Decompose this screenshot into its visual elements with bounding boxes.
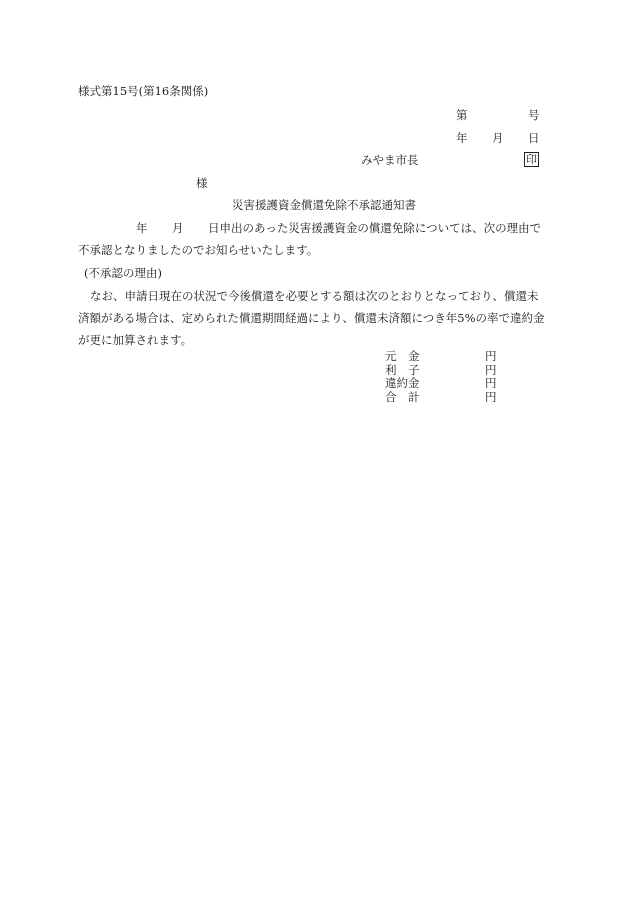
amount-row-penalty — [385, 378, 497, 390]
amount-unit: 円 — [485, 363, 497, 377]
body-month: 月 — [172, 221, 184, 235]
reason-text-line-2: 済額がある場合は、定められた償還期間経過により、償還未済額につき年5%の率で違約金 — [78, 311, 545, 325]
form-number: 様式第15号(第16条関係) — [78, 84, 209, 98]
document-title: 災害援護資金償還免除不承認通知書 — [232, 198, 416, 212]
reason-text-line-1: なお、申請日現在の状況で今後償還を必要とする額は次のとおりとなっており、償還未 — [90, 289, 539, 303]
date-month: 月 — [492, 131, 504, 145]
reason-heading: (不承認の理由) — [84, 266, 162, 280]
amount-row-interest — [385, 365, 497, 377]
amount-row-total — [385, 392, 497, 404]
reason-text-line-3: が更に加算されます。 — [78, 333, 193, 347]
addressee-suffix: 様 — [196, 176, 208, 190]
seal-mark: 印 — [526, 153, 537, 166]
body-text-line-2: 不承認となりましたのでお知らせいたします。 — [78, 243, 319, 257]
amount-row-principal — [385, 351, 497, 363]
amount-unit: 円 — [485, 349, 497, 363]
amount-unit: 円 — [485, 376, 497, 390]
number-suffix: 号 — [528, 108, 540, 122]
amount-label: 元 金 — [385, 349, 420, 363]
date-year: 年 — [456, 131, 468, 145]
amount-label: 合 計 — [385, 390, 420, 404]
body-year: 年 — [136, 221, 148, 235]
date-day: 日 — [528, 131, 540, 145]
number-prefix: 第 — [456, 108, 468, 122]
issuer-name: みやま市長 — [361, 153, 419, 167]
amount-unit: 円 — [485, 390, 497, 404]
seal-stamp — [524, 152, 539, 167]
body-text-line-1: 日申出のあった災害援護資金の償還免除については、次の理由で — [208, 221, 542, 235]
amount-label: 違約金 — [385, 376, 420, 390]
amount-label: 利 子 — [385, 363, 420, 377]
